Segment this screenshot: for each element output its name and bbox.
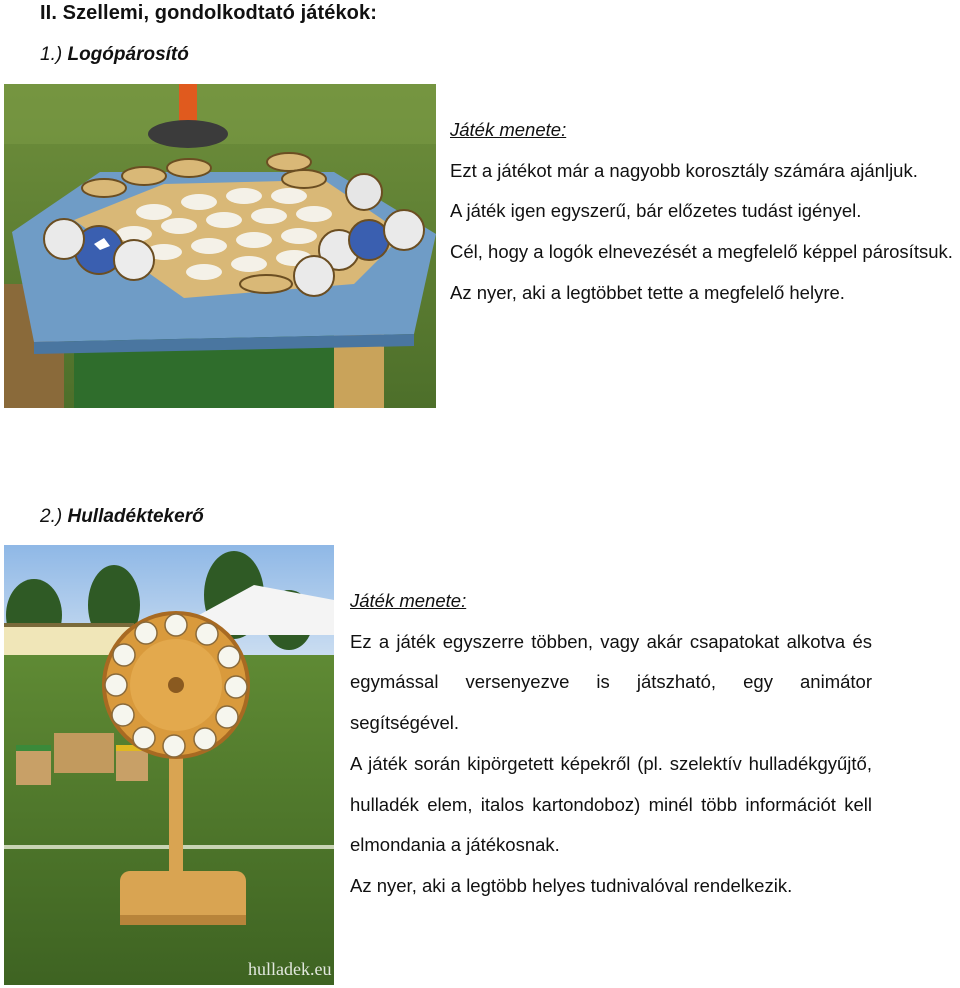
item-1-line-4: Az nyer, aki a legtöbbet tette a megfelelő helyre. (450, 281, 845, 303)
item-2-paragraph-2: A játék során kipörgetett képekről (pl. szelektív hulladékgyűjtő, hulladék elem, italos kartondoboz) minél több információt kell elmondania a játékosnak. (350, 752, 872, 856)
item-1-number: 1.) (40, 44, 63, 65)
section-heading: II. Szellemi, gondolkodtató játékok: (40, 2, 377, 24)
item-1-line-2: A játék igen egyszerű, bár előzetes tudást igényel. (450, 200, 862, 222)
item-2-number: 2.) (40, 506, 63, 527)
waste-wheel-game-photo (4, 545, 334, 985)
item-1-menu-label: Játék menete: (450, 119, 567, 140)
item-2-text (350, 581, 872, 907)
item-1-line-3: Cél, hogy a logók elnevezését a megfelelő képpel párosítsuk. (450, 241, 953, 263)
photo-watermark: hulladek.eu (248, 959, 332, 979)
item-2-paragraph-1: Ez a játék egyszerre többen, vagy akár csapatokat alkotva és egymással versenyezve is játszható, egy animátor segítségével. (350, 630, 872, 734)
item-2-heading (40, 506, 204, 528)
item-1-heading (40, 44, 189, 66)
item-1-title: Logópárosító (67, 44, 189, 65)
logo-matching-game-photo (4, 84, 436, 408)
item-1-text (450, 110, 960, 314)
item-2-menu-label: Játék menete: (350, 590, 467, 611)
item-2-title: Hulladéktekerő (67, 506, 204, 527)
item-2-paragraph-3: Az nyer, aki a legtöbb helyes tudnivalóval rendelkezik. (350, 874, 793, 896)
item-1-line-1: Ezt a játékot már a nagyobb korosztály számára ajánljuk. (450, 159, 918, 181)
